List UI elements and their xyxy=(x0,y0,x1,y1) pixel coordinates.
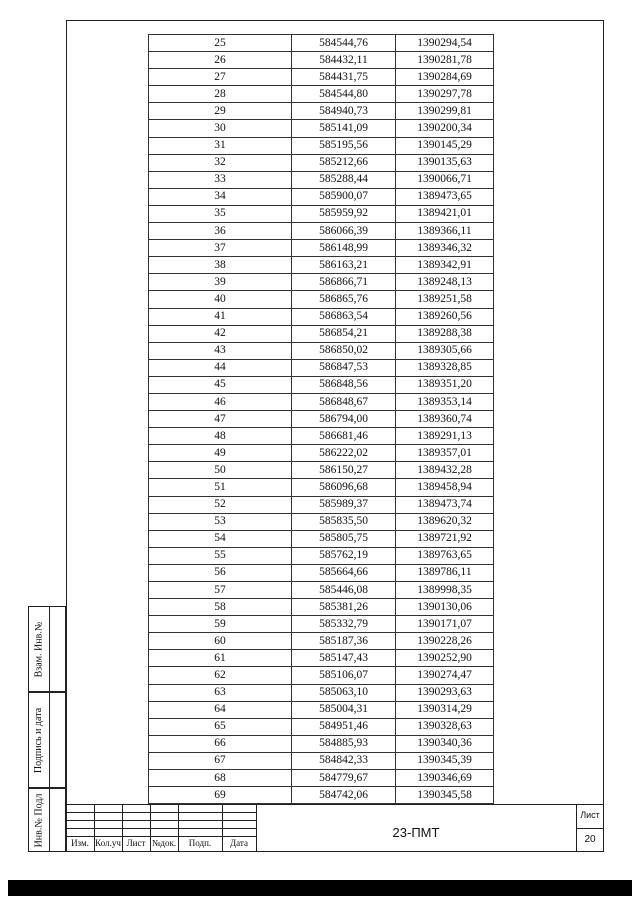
table-row xyxy=(149,530,515,547)
table-row xyxy=(149,479,515,496)
point-number-cell: 64 xyxy=(149,701,292,718)
x-coordinate-cell: 584951,46 xyxy=(292,718,396,735)
point-number-cell: 41 xyxy=(149,308,292,325)
x-coordinate-cell: 584885,93 xyxy=(292,735,396,752)
y-coordinate-cell: 1389346,32 xyxy=(396,240,494,257)
point-number-cell: 36 xyxy=(149,223,292,240)
x-coordinate-cell: 584432,11 xyxy=(292,52,396,69)
sheet-number: 20 xyxy=(584,834,596,845)
table-edge-cell xyxy=(494,496,515,513)
stamp-label-ndok: №док. xyxy=(151,838,177,848)
table-edge-cell xyxy=(494,684,515,701)
table-row xyxy=(149,308,515,325)
y-coordinate-cell: 1390130,06 xyxy=(396,599,494,616)
x-coordinate-cell: 584742,06 xyxy=(292,787,396,804)
x-coordinate-cell: 586863,54 xyxy=(292,308,396,325)
table-row xyxy=(149,582,515,599)
table-edge-cell xyxy=(494,171,515,188)
y-coordinate-cell: 1390228,26 xyxy=(396,633,494,650)
y-coordinate-cell: 1390340,36 xyxy=(396,735,494,752)
point-number-cell: 47 xyxy=(149,411,292,428)
point-number-cell: 37 xyxy=(149,240,292,257)
table-row xyxy=(149,120,515,137)
point-number-cell: 30 xyxy=(149,120,292,137)
table-row xyxy=(149,547,515,564)
y-coordinate-cell: 1389998,35 xyxy=(396,582,494,599)
y-coordinate-cell: 1390135,63 xyxy=(396,154,494,171)
table-row xyxy=(149,154,515,171)
x-coordinate-cell: 586865,76 xyxy=(292,291,396,308)
table-edge-cell xyxy=(494,188,515,205)
table-row xyxy=(149,496,515,513)
point-number-cell: 54 xyxy=(149,530,292,547)
x-coordinate-cell: 585446,08 xyxy=(292,582,396,599)
table-row xyxy=(149,513,515,530)
table-row xyxy=(149,428,515,445)
table-row xyxy=(149,445,515,462)
y-coordinate-cell: 1390345,39 xyxy=(396,752,494,769)
table-row xyxy=(149,718,515,735)
table-row xyxy=(149,752,515,769)
x-coordinate-cell: 585141,09 xyxy=(292,120,396,137)
document-code: 23-ПМТ xyxy=(392,825,440,840)
y-coordinate-cell: 1390274,47 xyxy=(396,667,494,684)
table-row xyxy=(149,274,515,291)
table-edge-cell xyxy=(494,154,515,171)
table-edge-cell xyxy=(494,240,515,257)
point-number-cell: 52 xyxy=(149,496,292,513)
table-edge-cell xyxy=(494,103,515,120)
table-edge-cell xyxy=(494,223,515,240)
y-coordinate-cell: 1390299,81 xyxy=(396,103,494,120)
table-edge-cell xyxy=(494,770,515,787)
x-coordinate-cell: 586794,00 xyxy=(292,411,396,428)
table-row xyxy=(149,52,515,69)
x-coordinate-cell: 585381,26 xyxy=(292,599,396,616)
table-edge-cell xyxy=(494,291,515,308)
table-edge-cell xyxy=(494,530,515,547)
table-edge-cell xyxy=(494,274,515,291)
side-block-podpis xyxy=(28,692,66,788)
side-block-vzam xyxy=(28,606,66,692)
x-coordinate-cell: 585106,07 xyxy=(292,667,396,684)
x-coordinate-cell: 584544,80 xyxy=(292,86,396,103)
table-edge-cell xyxy=(494,479,515,496)
table-row xyxy=(149,291,515,308)
point-number-cell: 32 xyxy=(149,154,292,171)
table-row xyxy=(149,137,515,154)
table-row xyxy=(149,257,515,274)
table-row xyxy=(149,223,515,240)
y-coordinate-cell: 1389328,85 xyxy=(396,359,494,376)
x-coordinate-cell: 585835,50 xyxy=(292,513,396,530)
point-number-cell: 27 xyxy=(149,69,292,86)
y-coordinate-cell: 1389473,65 xyxy=(396,188,494,205)
table-edge-cell xyxy=(494,325,515,342)
point-number-cell: 26 xyxy=(149,52,292,69)
point-number-cell: 60 xyxy=(149,633,292,650)
y-coordinate-cell: 1389251,58 xyxy=(396,291,494,308)
y-coordinate-cell: 1390066,71 xyxy=(396,171,494,188)
point-number-cell: 44 xyxy=(149,359,292,376)
point-number-cell: 63 xyxy=(149,684,292,701)
table-edge-cell xyxy=(494,564,515,581)
point-number-cell: 38 xyxy=(149,257,292,274)
y-coordinate-cell: 1389248,13 xyxy=(396,274,494,291)
table-edge-cell xyxy=(494,52,515,69)
table-edge-cell xyxy=(494,547,515,564)
point-number-cell: 53 xyxy=(149,513,292,530)
table-edge-cell xyxy=(494,599,515,616)
table-row xyxy=(149,240,515,257)
table-row xyxy=(149,69,515,86)
point-number-cell: 31 xyxy=(149,137,292,154)
point-number-cell: 29 xyxy=(149,103,292,120)
y-coordinate-cell: 1389291,13 xyxy=(396,428,494,445)
x-coordinate-cell: 585288,44 xyxy=(292,171,396,188)
y-coordinate-cell: 1389357,01 xyxy=(396,445,494,462)
x-coordinate-cell: 584940,73 xyxy=(292,103,396,120)
table-row xyxy=(149,564,515,581)
point-number-cell: 69 xyxy=(149,787,292,804)
point-number-cell: 35 xyxy=(149,205,292,222)
point-number-cell: 55 xyxy=(149,547,292,564)
y-coordinate-cell: 1389260,56 xyxy=(396,308,494,325)
y-coordinate-cell: 1390252,90 xyxy=(396,650,494,667)
table-row xyxy=(149,35,515,52)
table-row xyxy=(149,701,515,718)
table-edge-cell xyxy=(494,393,515,410)
table-edge-cell xyxy=(494,359,515,376)
table-edge-cell xyxy=(494,667,515,684)
x-coordinate-cell: 586866,71 xyxy=(292,274,396,291)
point-number-cell: 50 xyxy=(149,462,292,479)
y-coordinate-cell: 1390145,29 xyxy=(396,137,494,154)
table-edge-cell xyxy=(494,462,515,479)
table-row xyxy=(149,684,515,701)
x-coordinate-cell: 586854,21 xyxy=(292,325,396,342)
table-edge-cell xyxy=(494,752,515,769)
side-label-inv: Инв.№ Подл xyxy=(33,793,45,847)
y-coordinate-cell: 1390281,78 xyxy=(396,52,494,69)
y-coordinate-cell: 1389458,94 xyxy=(396,479,494,496)
x-coordinate-cell: 585063,10 xyxy=(292,684,396,701)
side-label-podpis: Подпись и дата xyxy=(33,707,45,773)
point-number-cell: 42 xyxy=(149,325,292,342)
x-coordinate-cell: 584842,33 xyxy=(292,752,396,769)
x-coordinate-cell: 585989,37 xyxy=(292,496,396,513)
point-number-cell: 68 xyxy=(149,770,292,787)
x-coordinate-cell: 585004,31 xyxy=(292,701,396,718)
x-coordinate-cell: 585147,43 xyxy=(292,650,396,667)
y-coordinate-cell: 1390346,69 xyxy=(396,770,494,787)
table-row xyxy=(149,787,515,804)
table-row xyxy=(149,599,515,616)
table-edge-cell xyxy=(494,411,515,428)
y-coordinate-cell: 1389351,20 xyxy=(396,376,494,393)
x-coordinate-cell: 586222,02 xyxy=(292,445,396,462)
x-coordinate-cell: 585332,79 xyxy=(292,616,396,633)
y-coordinate-cell: 1389353,14 xyxy=(396,393,494,410)
table-row xyxy=(149,342,515,359)
table-edge-cell xyxy=(494,787,515,804)
x-coordinate-cell: 585900,07 xyxy=(292,188,396,205)
table-row xyxy=(149,633,515,650)
table-edge-cell xyxy=(494,376,515,393)
table-edge-cell xyxy=(494,616,515,633)
point-number-cell: 51 xyxy=(149,479,292,496)
y-coordinate-cell: 1389366,11 xyxy=(396,223,494,240)
x-coordinate-cell: 586848,56 xyxy=(292,376,396,393)
table-edge-cell xyxy=(494,428,515,445)
side-label-vzam: Взам. Инв.№ xyxy=(33,621,45,677)
table-row xyxy=(149,86,515,103)
y-coordinate-cell: 1389342,91 xyxy=(396,257,494,274)
table-row xyxy=(149,667,515,684)
table-edge-cell xyxy=(494,120,515,137)
point-number-cell: 48 xyxy=(149,428,292,445)
point-number-cell: 25 xyxy=(149,35,292,52)
table-edge-cell xyxy=(494,137,515,154)
table-edge-cell xyxy=(494,69,515,86)
table-row xyxy=(149,376,515,393)
point-number-cell: 56 xyxy=(149,564,292,581)
point-number-cell: 66 xyxy=(149,735,292,752)
coordinates-table-body xyxy=(149,35,515,804)
point-number-cell: 45 xyxy=(149,376,292,393)
side-block-inv xyxy=(28,788,66,852)
y-coordinate-cell: 1389305,66 xyxy=(396,342,494,359)
y-coordinate-cell: 1389288,38 xyxy=(396,325,494,342)
table-row xyxy=(149,393,515,410)
y-coordinate-cell: 1389763,65 xyxy=(396,547,494,564)
table-edge-cell xyxy=(494,308,515,325)
table-row xyxy=(149,462,515,479)
point-number-cell: 65 xyxy=(149,718,292,735)
point-number-cell: 39 xyxy=(149,274,292,291)
table-row xyxy=(149,770,515,787)
table-edge-cell xyxy=(494,650,515,667)
table-row xyxy=(149,411,515,428)
table-row xyxy=(149,650,515,667)
point-number-cell: 61 xyxy=(149,650,292,667)
table-row xyxy=(149,171,515,188)
table-edge-cell xyxy=(494,718,515,735)
table-edge-cell xyxy=(494,445,515,462)
point-number-cell: 62 xyxy=(149,667,292,684)
x-coordinate-cell: 586150,27 xyxy=(292,462,396,479)
coordinates-table xyxy=(148,34,514,804)
y-coordinate-cell: 1389360,74 xyxy=(396,411,494,428)
table-edge-cell xyxy=(494,633,515,650)
y-coordinate-cell: 1390200,34 xyxy=(396,120,494,137)
table-edge-cell xyxy=(494,257,515,274)
y-coordinate-cell: 1390297,78 xyxy=(396,86,494,103)
table-row xyxy=(149,188,515,205)
y-coordinate-cell: 1389421,01 xyxy=(396,205,494,222)
table-edge-cell xyxy=(494,35,515,52)
y-coordinate-cell: 1389786,11 xyxy=(396,564,494,581)
x-coordinate-cell: 585959,92 xyxy=(292,205,396,222)
x-coordinate-cell: 586096,68 xyxy=(292,479,396,496)
point-number-cell: 57 xyxy=(149,582,292,599)
y-coordinate-cell: 1389473,74 xyxy=(396,496,494,513)
y-coordinate-cell: 1390314,29 xyxy=(396,701,494,718)
y-coordinate-cell: 1390284,69 xyxy=(396,69,494,86)
x-coordinate-cell: 584779,67 xyxy=(292,770,396,787)
point-number-cell: 46 xyxy=(149,393,292,410)
stamp-label-podp: Подп. xyxy=(188,838,212,848)
y-coordinate-cell: 1389721,92 xyxy=(396,530,494,547)
point-number-cell: 59 xyxy=(149,616,292,633)
point-number-cell: 58 xyxy=(149,599,292,616)
x-coordinate-cell: 586066,39 xyxy=(292,223,396,240)
x-coordinate-cell: 585762,19 xyxy=(292,547,396,564)
x-coordinate-cell: 586848,67 xyxy=(292,393,396,410)
table-row xyxy=(149,359,515,376)
table-row xyxy=(149,103,515,120)
point-number-cell: 28 xyxy=(149,86,292,103)
x-coordinate-cell: 586850,02 xyxy=(292,342,396,359)
y-coordinate-cell: 1390328,63 xyxy=(396,718,494,735)
table-edge-cell xyxy=(494,205,515,222)
y-coordinate-cell: 1390171,07 xyxy=(396,616,494,633)
table-edge-cell xyxy=(494,342,515,359)
stamp-label-izm: Изм. xyxy=(71,838,89,848)
x-coordinate-cell: 585664,66 xyxy=(292,564,396,581)
table-edge-cell xyxy=(494,86,515,103)
point-number-cell: 40 xyxy=(149,291,292,308)
x-coordinate-cell: 585212,66 xyxy=(292,154,396,171)
x-coordinate-cell: 586163,21 xyxy=(292,257,396,274)
stamp-label-kolvo: Кол.уч xyxy=(95,838,121,848)
y-coordinate-cell: 1390294,54 xyxy=(396,35,494,52)
stamp-label-data: Дата xyxy=(230,838,248,848)
x-coordinate-cell: 586847,53 xyxy=(292,359,396,376)
sheet-label: Лист xyxy=(580,810,600,820)
title-block xyxy=(66,804,604,852)
table-row xyxy=(149,735,515,752)
table-row xyxy=(149,205,515,222)
table-row xyxy=(149,616,515,633)
point-number-cell: 67 xyxy=(149,752,292,769)
x-coordinate-cell: 585805,75 xyxy=(292,530,396,547)
y-coordinate-cell: 1389432,28 xyxy=(396,462,494,479)
stamp-label-list: Лист xyxy=(126,838,146,848)
y-coordinate-cell: 1389620,32 xyxy=(396,513,494,530)
scan-bottom-edge xyxy=(8,880,632,896)
y-coordinate-cell: 1390345,58 xyxy=(396,787,494,804)
x-coordinate-cell: 586148,99 xyxy=(292,240,396,257)
table-edge-cell xyxy=(494,735,515,752)
x-coordinate-cell: 585187,36 xyxy=(292,633,396,650)
x-coordinate-cell: 584544,76 xyxy=(292,35,396,52)
table-edge-cell xyxy=(494,513,515,530)
x-coordinate-cell: 584431,75 xyxy=(292,69,396,86)
point-number-cell: 33 xyxy=(149,171,292,188)
y-coordinate-cell: 1390293,63 xyxy=(396,684,494,701)
table-row xyxy=(149,325,515,342)
point-number-cell: 49 xyxy=(149,445,292,462)
table-edge-cell xyxy=(494,582,515,599)
x-coordinate-cell: 585195,56 xyxy=(292,137,396,154)
x-coordinate-cell: 586681,46 xyxy=(292,428,396,445)
table-edge-cell xyxy=(494,701,515,718)
point-number-cell: 43 xyxy=(149,342,292,359)
point-number-cell: 34 xyxy=(149,188,292,205)
